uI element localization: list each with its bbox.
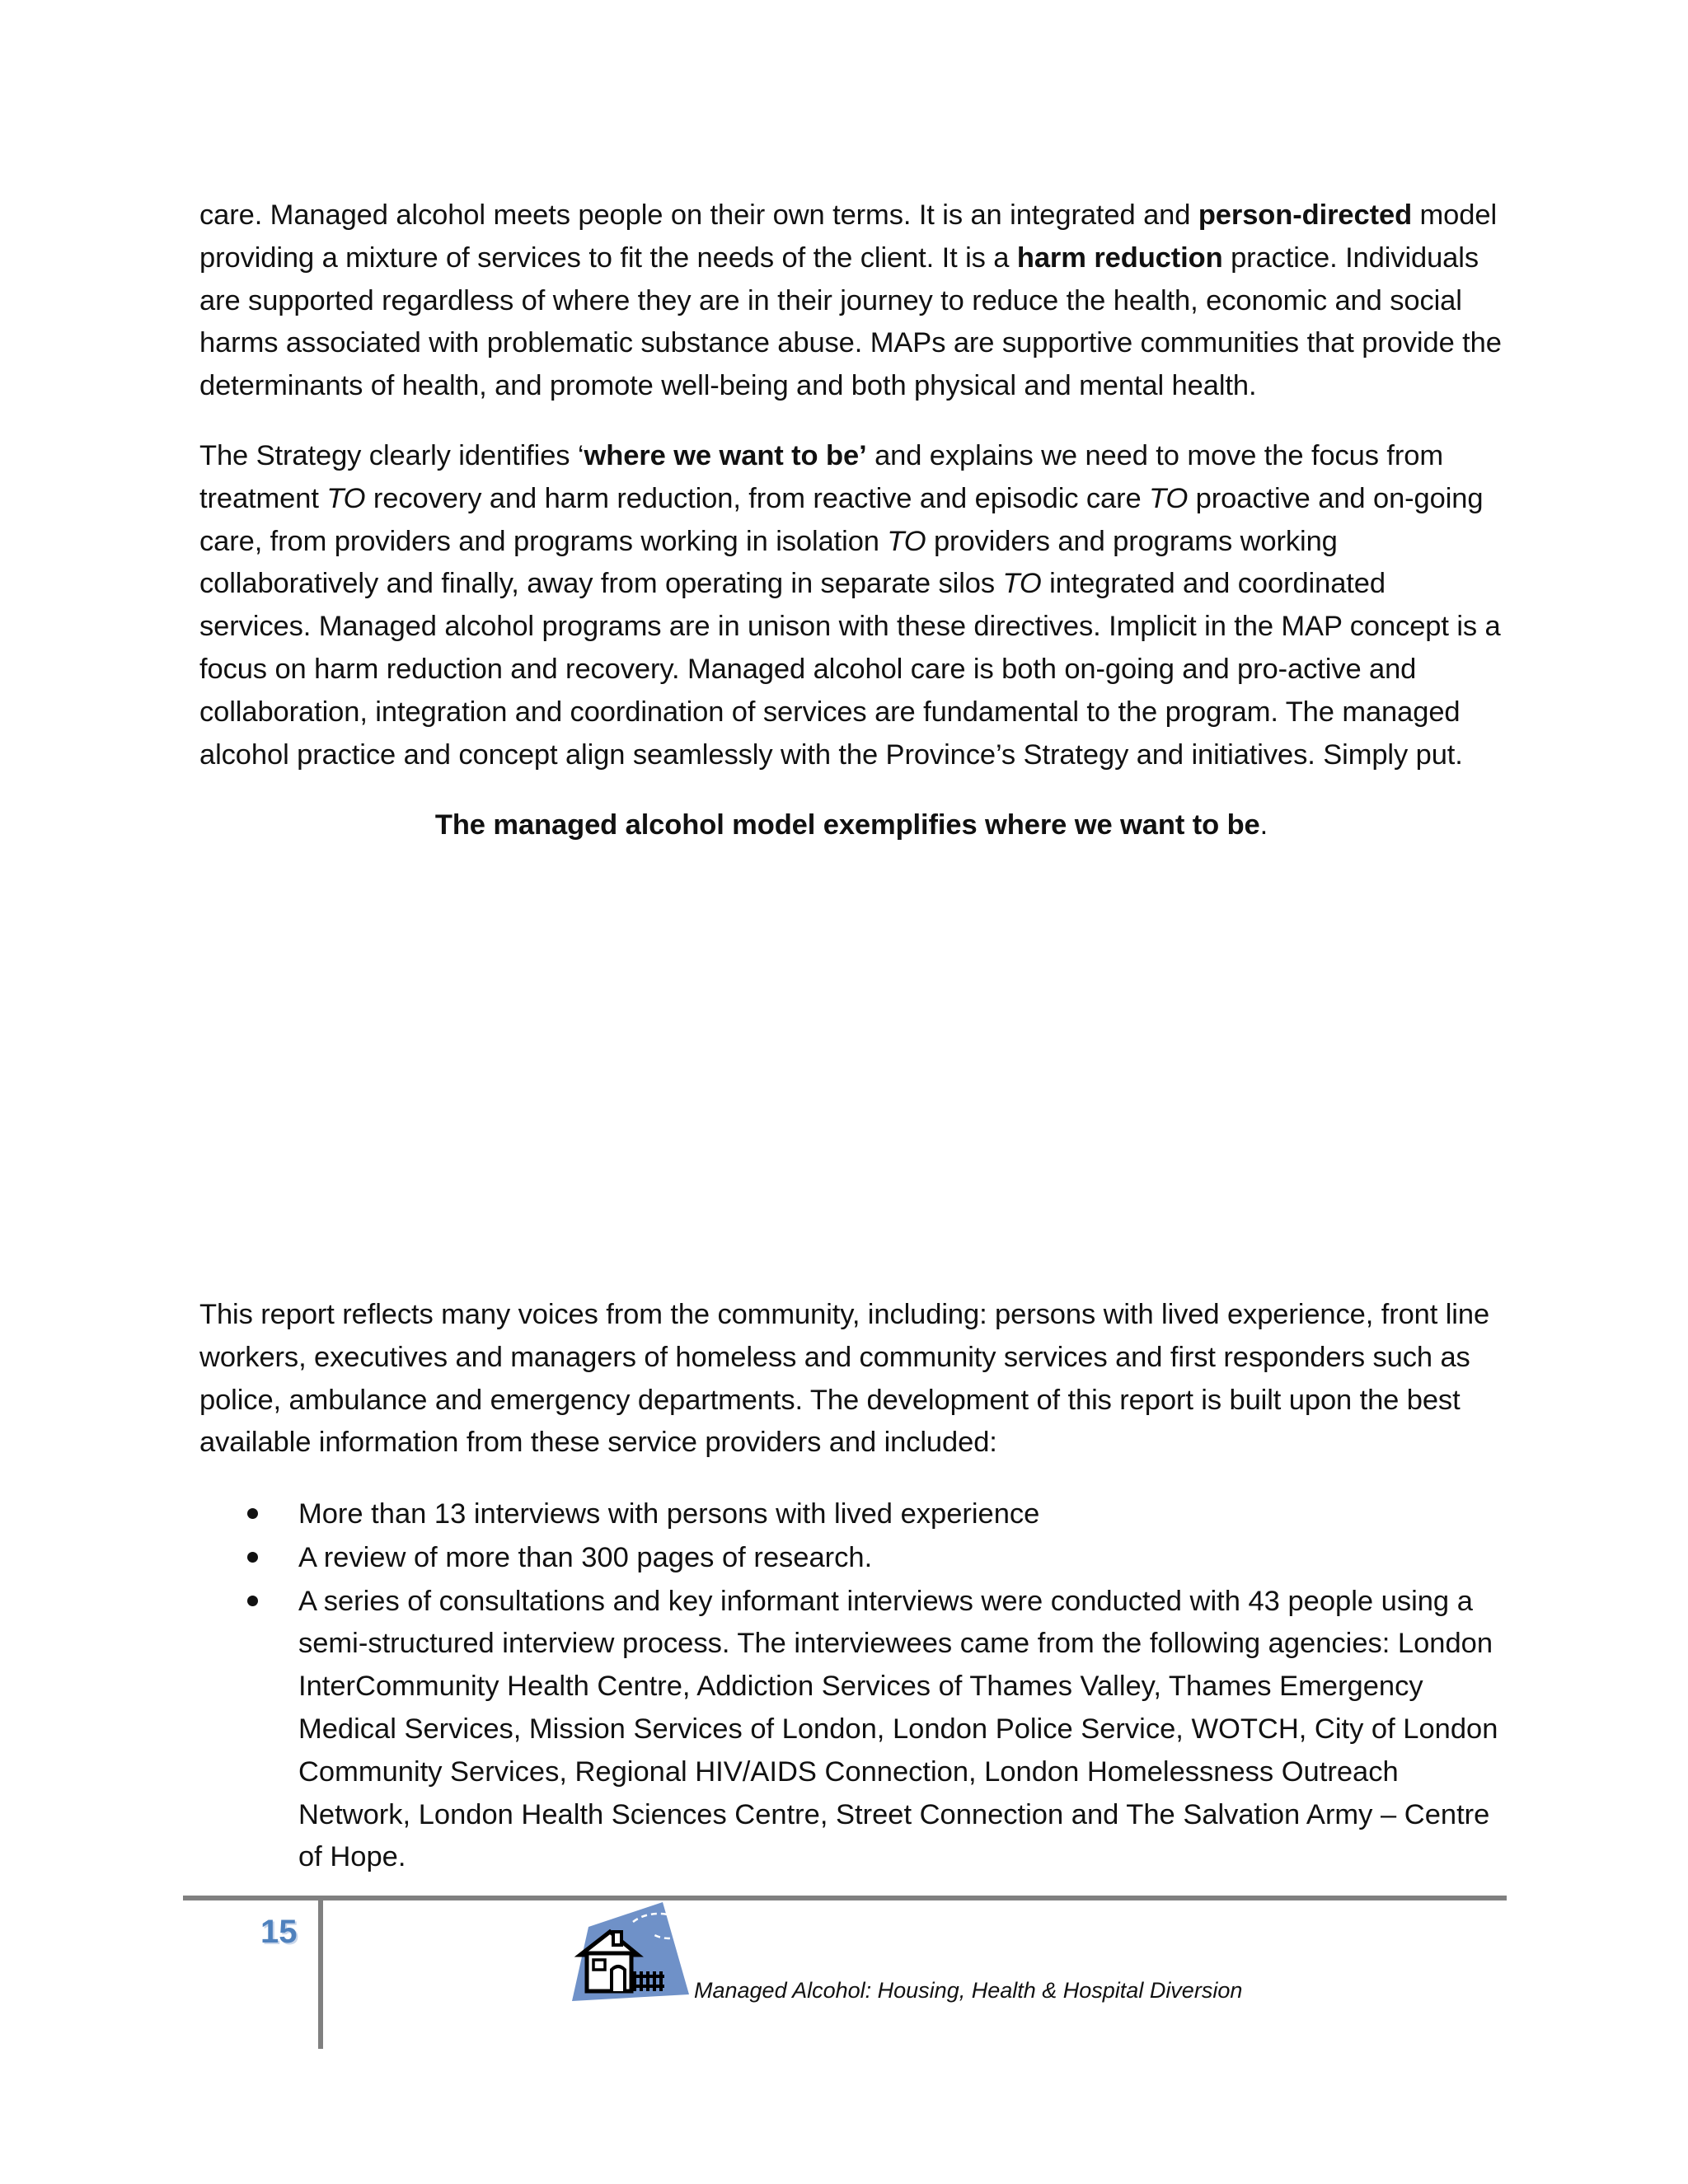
paragraph-text: [199, 435, 1503, 776]
italic-to: TO: [1002, 568, 1042, 600]
list-item: [199, 1537, 1503, 1580]
callout-period: .: [1259, 809, 1268, 841]
bullet-icon: [247, 1508, 258, 1519]
callout-statement: [199, 804, 1503, 847]
text-run: The Strategy clearly identifies ‘: [199, 440, 584, 471]
house-logo-icon: [572, 1902, 691, 2001]
bold-term-person-directed: person-directed: [1198, 199, 1413, 231]
text-run: and explains we need to move the focus from treatment: [199, 440, 1443, 514]
text-run: recovery and harm reduction, from reactive and episodic care: [365, 482, 1150, 514]
italic-to: TO: [326, 482, 366, 514]
bold-phrase-where-we-want-to-be: where we want to be’: [584, 440, 867, 471]
italic-to: TO: [887, 525, 926, 557]
bold-term-harm-reduction: harm reduction: [1016, 241, 1223, 274]
list-item: [199, 1493, 1503, 1536]
paragraph-report-voices: [199, 1294, 1503, 1465]
list-item: [199, 1581, 1503, 1880]
paragraph-map-model: [199, 194, 1503, 408]
footer-vertical-rule: [318, 1896, 323, 2049]
page-number: 15: [260, 1914, 298, 1950]
list-item-text: A review of more than 300 pages of research.: [298, 1541, 873, 1573]
footer-horizontal-rule: [183, 1896, 1507, 1900]
text-run: providers and programs working collaboratively and finally, away from operating in separate silos: [199, 525, 1338, 600]
callout-bold: The managed alcohol model exemplifies where we want to be: [434, 809, 1260, 841]
footer-document-title: Managed Alcohol: Housing, Health & Hospital Diversion: [694, 1978, 1243, 2003]
text-run: practice. Individuals are supported regardless of where they are in their journey to reduce the health, economic and social harms associated with problematic substance abuse. MAPs are supportive communities that provide the determinants of health, and promote well-being and both physical and mental health.: [199, 241, 1502, 402]
paragraph-strategy: [199, 435, 1503, 776]
text-run: proactive and on-going care, from providers and programs working in isolation: [199, 482, 1484, 557]
bullet-icon: [247, 1552, 258, 1563]
callout-text: [199, 804, 1503, 847]
text-run: integrated and coordinated services. Managed alcohol programs are in unison with these directives. Implicit in the MAP concept is a focus on harm reduction and recovery. Managed alcohol care is both on-going and pro-active and collaboration, integration and coordination of services are fundamental to the program. The managed alcohol practice and concept align seamlessly with the Province’s Strategy and initiatives. Simply put.: [199, 568, 1501, 771]
text-run: care. Managed alcohol meets people on their own terms. It is an integrated and: [199, 199, 1198, 231]
text-run: model providing a mixture of services to fit the needs of the client. It is a: [199, 199, 1498, 274]
paragraph-text: This report reflects many voices from the community, including: persons with lived experience, front line workers, executives and managers of homeless and community services and first responders such as police, ambulance and emergency departments. The development of this report is built upon the best available information from these service providers and included:: [199, 1299, 1490, 1459]
bullet-list: [199, 1493, 1503, 1880]
italic-to: TO: [1149, 482, 1189, 514]
list-item-text: More than 13 interviews with persons with lived experience: [298, 1498, 1040, 1530]
list-item-text: A series of consultations and key informant interviews were conducted with 43 people using a semi-structured interview process. The interviewees came from the following agencies: London InterCommunity Health Centre, Addiction Services of Thames Valley, Thames Emergency Medical Services, Mission Services of London, London Police Service, WOTCH, City of London Community Services, Regional HIV/AIDS Connection, London Homelessness Outreach Network, London Health Sciences Centre, Street Connection and The Salvation Army – Centre of Hope.: [298, 1585, 1498, 1873]
paragraph-text: [199, 194, 1503, 408]
bullet-icon: [247, 1596, 258, 1606]
